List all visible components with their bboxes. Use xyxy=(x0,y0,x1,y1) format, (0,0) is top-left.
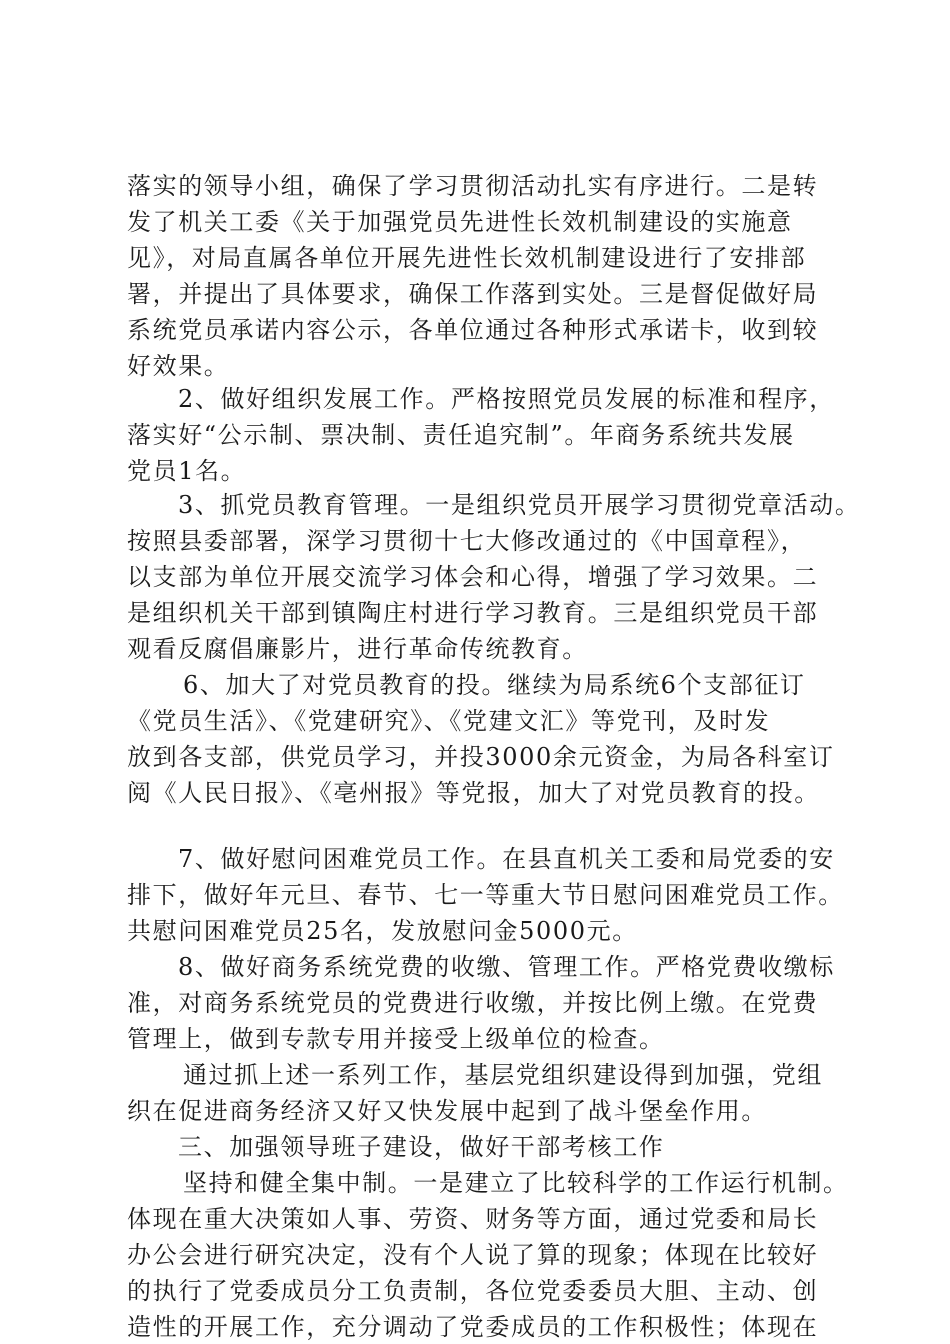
paragraph-start-line: 2、做好组织发展工作。严格按照党员发展的标准和程序， xyxy=(178,385,835,413)
body-text-line: 管理上，做到专款专用并接受上级单位的检查。 xyxy=(127,1025,665,1053)
body-text-line: 以支部为单位开展交流学习体会和心得，增强了学习效果。二 xyxy=(127,563,819,591)
body-text-line: 是组织机关干部到镇陶庄村进行学习教育。三是组织党员干部 xyxy=(127,599,819,627)
body-text-line: 按照县委部署，深学习贯彻十七大修改通过的《中国章程》， xyxy=(127,527,807,555)
body-text-line: 织在促进商务经济又好又快发展中起到了战斗堡垒作用。 xyxy=(127,1097,767,1125)
body-text-line: 好效果。 xyxy=(127,352,230,380)
paragraph-start-line: 7、做好慰问困难党员工作。在县直机关工委和局党委的安 xyxy=(178,845,835,873)
body-text-line: 署，并提出了具体要求，确保工作落到实处。三是督促做好局 xyxy=(127,280,819,308)
paragraph-start-line: 8、做好商务系统党费的收缴、管理工作。严格党费收缴标 xyxy=(178,953,835,981)
paragraph-start-line: 3、抓党员教育管理。一是组织党员开展学习贯彻党章活动。 xyxy=(178,491,861,519)
body-text-line: 排下，做好年元旦、春节、七一等重大节日慰问困难党员工作。 xyxy=(127,881,844,909)
body-text-line: 的执行了党委成员分工负责制，各位党委委员大胆、主动、创 xyxy=(127,1277,819,1305)
body-text-line: 《党员生活》、《党建研究》、《党建文汇》等党刊，及时发 xyxy=(127,707,771,735)
body-text-line: 办公会进行研究决定，没有个人说了算的现象；体现在比较好 xyxy=(127,1241,819,1269)
body-text-line: 放到各支部，供党员学习，并投3000余元资金，为局各科室订 xyxy=(127,743,835,771)
body-text-line: 党员1名。 xyxy=(127,457,247,485)
body-text-line: 落实的领导小组，确保了学习贯彻活动扎实有序进行。二是转 xyxy=(127,172,819,200)
paragraph-start-line: 通过抓上述一系列工作，基层党组织建设得到加强，党组 xyxy=(183,1061,823,1089)
body-text-line: 造性的开展工作，充分调动了党委成员的工作积极性；体现在 xyxy=(127,1313,819,1341)
body-text-line: 体现在重大决策如人事、劳资、财务等方面，通过党委和局长 xyxy=(127,1205,819,1233)
body-text-line: 共慰问困难党员25名，发放慰问金5000元。 xyxy=(127,917,638,945)
body-text-line: 见》，对局直属各单位开展先进性长效机制建设进行了安排部 xyxy=(127,244,807,272)
body-text-line: 准，对商务系统党员的党费进行收缴，并按比例上缴。在党费 xyxy=(127,989,819,1017)
body-text-line: 系统党员承诺内容公示，各单位通过各种形式承诺卡，收到较 xyxy=(127,316,819,344)
section-heading: 三、加强领导班子建设，做好干部考核工作 xyxy=(178,1133,665,1161)
paragraph-start-line: 6、加大了对党员教育的投。继续为局系统6个支部征订 xyxy=(183,671,806,699)
body-text-line: 观看反腐倡廉影片，进行革命传统教育。 xyxy=(127,635,588,663)
paragraph-start-line: 坚持和健全集中制。一是建立了比较科学的工作运行机制。 xyxy=(183,1169,849,1197)
body-text-line: 阅《人民日报》、《亳州报》等党报，加大了对党员教育的投。 xyxy=(127,779,820,807)
body-text-line: 落实好“公示制、票决制、责任追究制”。年商务系统共发展 xyxy=(127,421,795,449)
body-text-line: 发了机关工委《关于加强党员先进性长效机制建设的实施意 xyxy=(127,208,793,236)
